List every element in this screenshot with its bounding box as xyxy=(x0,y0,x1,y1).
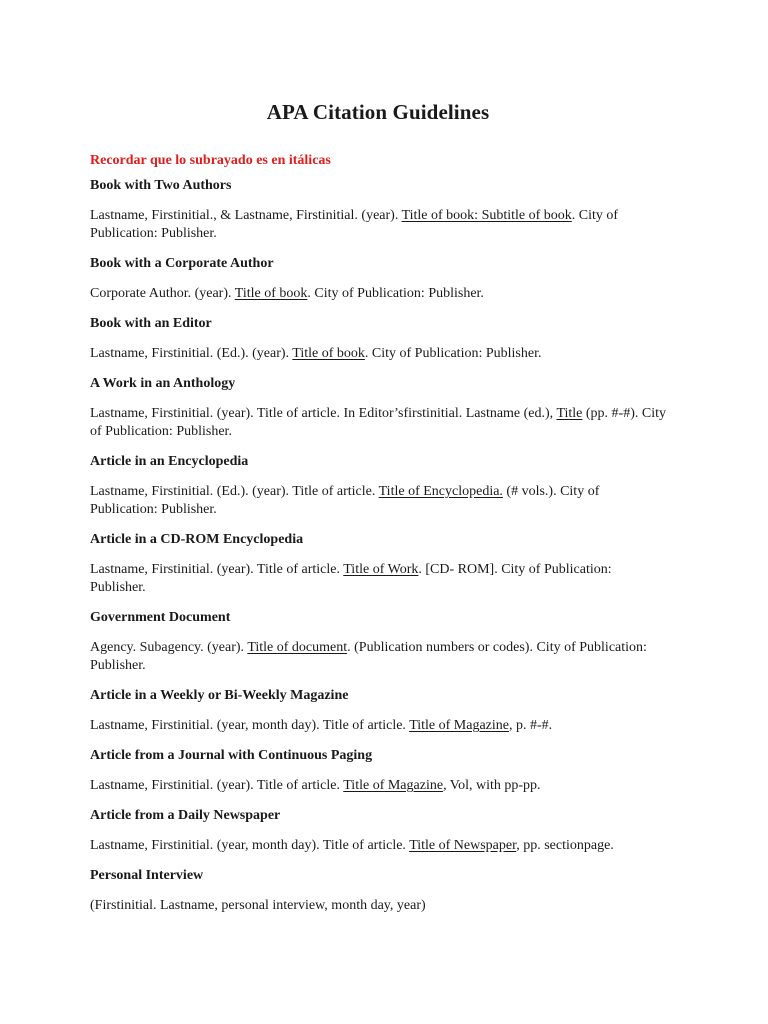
citation-format xyxy=(90,897,670,915)
section-heading: A Work in an Anthology xyxy=(90,376,236,391)
section-heading: Article from a Daily Newspaper xyxy=(90,808,281,823)
citation-text: , Vol, with pp-pp. xyxy=(443,778,541,793)
citation-sections xyxy=(90,177,670,915)
citation-text: (pp. #-#). City of Publication: Publisher. xyxy=(90,406,666,439)
citation-text: . City of Publication: Publisher. xyxy=(364,346,542,361)
citation-format xyxy=(90,405,670,441)
section-heading: Book with Two Authors xyxy=(90,178,232,193)
underlined-title: Title of Magazine xyxy=(343,778,444,793)
underlined-title: Title xyxy=(556,406,583,421)
citation-format xyxy=(90,837,670,855)
citation-text: Lastname, Firstinitial., & Lastname, Firstinitial. (year). xyxy=(90,208,402,223)
citation-text: (# vols.). City of Publication: Publisher. xyxy=(90,484,600,517)
citation-format xyxy=(90,345,670,363)
citation-text: Corporate Author. (year). xyxy=(90,286,235,301)
citation-format xyxy=(90,777,670,795)
citation-format xyxy=(90,639,670,675)
section-heading: Article in a Weekly or Bi-Weekly Magazine xyxy=(90,688,349,703)
section-heading: Article in a CD-ROM Encyclopedia xyxy=(90,532,304,547)
citation-text: Lastname, Firstinitial. (Ed.). (year). Title of article. xyxy=(90,484,379,499)
underlined-title: Title of Encyclopedia. xyxy=(378,484,503,499)
citation-text: . (Publication numbers or codes). City of Publication: Publisher. xyxy=(90,640,647,673)
citation-text: , p. #-#. xyxy=(509,718,553,733)
citation-text: . City of Publication: Publisher. xyxy=(307,286,484,301)
citation-text: Lastname, Firstinitial. (Ed.). (year). xyxy=(90,346,293,361)
underlined-title: Title of Work xyxy=(343,562,419,577)
citation-text: , pp. sectionpage. xyxy=(516,838,614,853)
citation-text: Lastname, Firstinitial. (year). Title of article. In Editor’sfirstinitial. Lastname (ed.), xyxy=(90,406,557,421)
citation-text: (Firstinitial. Lastname, personal interview, month day, year) xyxy=(90,898,426,913)
citation-text: . City of Publication: Publisher. xyxy=(90,208,619,241)
citation-text: Lastname, Firstinitial. (year, month day). Title of article. xyxy=(90,838,410,853)
section-heading: Personal Interview xyxy=(90,868,204,883)
page-title: APA Citation Guidelines xyxy=(266,100,490,124)
citation-format xyxy=(90,285,670,303)
section-heading: Book with a Corporate Author xyxy=(90,256,274,271)
section-heading: Article from a Journal with Continuous Paging xyxy=(90,748,373,763)
citation-text: Agency. Subagency. (year). xyxy=(90,640,248,655)
section-heading: Book with an Editor xyxy=(90,316,212,331)
underlined-title: Title of book xyxy=(234,286,308,301)
citation-text: . [CD- ROM]. City of Publication: Publisher. xyxy=(90,562,612,595)
citation-format xyxy=(90,207,670,243)
underlined-title: Title of Newspaper xyxy=(409,838,517,853)
citation-text: Lastname, Firstinitial. (year). Title of article. xyxy=(90,778,344,793)
citation-format xyxy=(90,717,670,735)
underlined-title: Title of document xyxy=(247,640,348,655)
citation-text: Lastname, Firstinitial. (year, month day). Title of article. xyxy=(90,718,410,733)
underlined-title: Title of book xyxy=(292,346,365,361)
section-heading: Article in an Encyclopedia xyxy=(90,454,249,469)
citation-text: Lastname, Firstinitial. (year). Title of article. xyxy=(90,562,344,577)
citation-format xyxy=(90,561,670,597)
italics-note: Recordar que lo subrayado es en itálicas xyxy=(90,153,331,168)
document-page xyxy=(90,100,670,927)
section-heading: Government Document xyxy=(90,610,231,625)
underlined-title: Title of Magazine xyxy=(409,718,509,733)
citation-format xyxy=(90,483,670,519)
underlined-title: Title of book: Subtitle of book xyxy=(401,208,572,223)
